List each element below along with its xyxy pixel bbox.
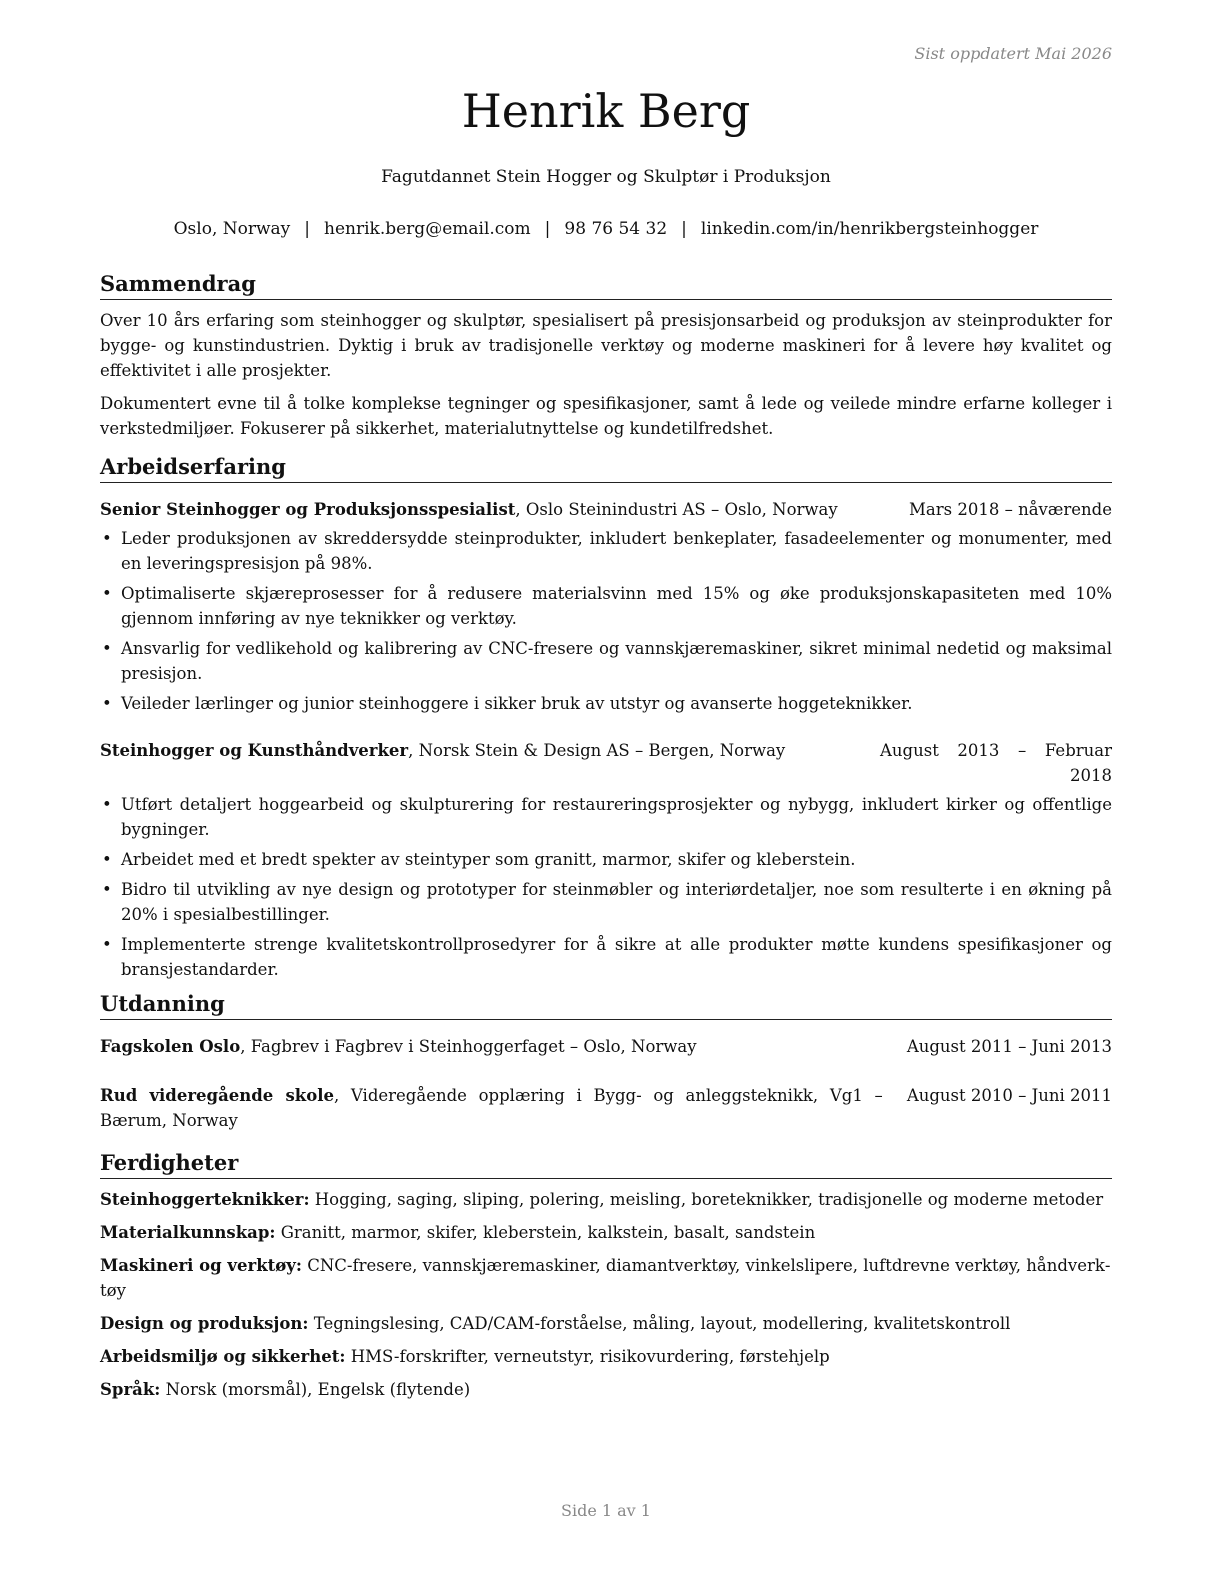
skill-value: Norsk (morsmål), Engelsk (flytende) (160, 1380, 471, 1399)
skill-row (100, 1220, 1112, 1245)
education-school-line (100, 1083, 907, 1133)
summary-section (100, 270, 1112, 441)
contact-separator: | (544, 219, 551, 239)
list-item: • Arbeidet med et bredt spekter av steintyper som granitt, marmor, skifer og kleberstein. (100, 847, 1112, 872)
contact-location: Oslo, Norway (173, 219, 291, 239)
job-dates: Mars 2018 – nåværende (909, 500, 1112, 519)
education-school: Rud videregående skole (100, 1086, 334, 1105)
job-title: Steinhogger og Kunsthåndverker (100, 741, 409, 760)
skill-row (100, 1344, 1112, 1369)
contact-email[interactable]: henrik.berg@email.com (324, 219, 531, 239)
headline: Fagutdannet Stein Hogger og Skulptør i Produksjon (381, 167, 831, 187)
summary-paragraph: Over 10 års erfaring som steinhogger og skulptør, spesialisert på presisjonsarbeid og produksjon av steinprodukter for bygge- og kunstindustrien. Dyktig i bruk av tradisjonelle verktøy og moderne maskineri for å levere høy kvalitet og effektivitet i alle prosjekter. (100, 311, 1112, 380)
section-heading-skills: Ferdigheter (100, 1149, 1112, 1179)
list-item: • Veileder lærlinger og junior steinhoggere i sikker bruk av utstyr og avanserte hoggeteknikker. (100, 691, 1112, 716)
section-heading-education: Utdanning (100, 990, 1112, 1020)
job-entry (100, 497, 1112, 716)
skill-label: Design og produksjon: (100, 1314, 309, 1333)
skill-row (100, 1253, 1112, 1303)
experience-section (100, 453, 1112, 982)
last-updated: Sist oppdatert Mai 2026 (914, 44, 1112, 63)
education-section (100, 990, 1112, 1133)
skill-label: Materialkunnskap: (100, 1223, 276, 1242)
contact-phone: 98 76 54 32 (564, 219, 668, 239)
candidate-name: Henrik Berg (461, 84, 751, 138)
education-school: Fagskolen Oslo (100, 1037, 241, 1056)
job-bullets (100, 792, 1112, 982)
resume-page (100, 0, 1112, 1584)
job-employer: , Norsk Stein & Design AS – Bergen, Norway (408, 741, 786, 760)
list-item: • Ansvarlig for vedlikehold og kalibrering av CNC-fresere og vannskjæremaskiner, sikret minimal nedetid og maksimal presisjon. (100, 636, 1112, 686)
contact-line (100, 219, 1112, 239)
education-program: , Videregående opplæring i Bygg- og anleggsteknikk, Vg1 – Bærum, Norway (100, 1086, 883, 1130)
job-header (100, 497, 1112, 522)
job-entry (100, 738, 1112, 982)
education-entry (100, 1083, 1112, 1133)
page-number: Side 1 av 1 (561, 1501, 651, 1520)
job-header (100, 738, 1112, 788)
skill-label: Språk: (100, 1380, 161, 1399)
list-item: • Utført detaljert hoggearbeid og skulpturering for restaureringsprosjekter og nybygg, inkludert kirker og offentlige bygninger. (100, 792, 1112, 842)
education-entry (100, 1034, 1112, 1059)
job-title: Senior Steinhogger og Produksjonsspesialist (100, 500, 516, 519)
job-employer: , Oslo Steinindustri AS – Oslo, Norway (515, 500, 838, 519)
skill-value: Hogging, saging, sliping, polering, meisling, boreteknikker, tradisjonelle og moderne metoder (309, 1190, 1104, 1209)
skill-row (100, 1377, 1112, 1402)
skill-value: CNC-fresere, vannskjæremaskiner, diamantverktøy, vinkelslipere, luftdrevne verktøy, håndverktøy (100, 1256, 1111, 1300)
contact-separator: | (304, 219, 311, 239)
skill-value: HMS-forskrifter, verneutstyr, risikovurdering, førstehjelp (345, 1347, 830, 1366)
education-dates: August 2010 – Juni 2011 (906, 1086, 1112, 1105)
list-item: • Bidro til utvikling av nye design og prototyper for steinmøbler og interiørdetaljer, noe som resulterte i en økning på 20% i spesialbestillinger. (100, 877, 1112, 927)
skills-section (100, 1149, 1112, 1402)
skill-label: Steinhoggerteknikker: (100, 1190, 310, 1209)
education-program: , Fagbrev i Fagbrev i Steinhoggerfaget – Oslo, Norway (240, 1037, 697, 1056)
section-heading-experience: Arbeidserfaring (100, 453, 1112, 483)
resume-content (100, 270, 1112, 1402)
job-bullets (100, 526, 1112, 716)
job-title-line (100, 738, 880, 763)
list-item: • Implementerte strenge kvalitetskontrollprosedyrer for å sikre at alle produkter møtte kundens spesifikasjoner og bransjestandarder. (100, 932, 1112, 982)
skill-label: Maskineri og verktøy: (100, 1256, 302, 1275)
skill-label: Arbeidsmiljø og sikkerhet: (100, 1347, 346, 1366)
summary-paragraph: Dokumentert evne til å tolke komplekse tegninger og spesifikasjoner, samt å lede og veilede mindre erfarne kolleger i verkstedmiljøer. Fokuserer på sikkerhet, materialutnyttelse og kundetilfredshet. (100, 394, 1112, 438)
skill-value: Tegningslesing, CAD/CAM-forståelse, måling, layout, modellering, kvalitetskontroll (308, 1314, 1011, 1333)
skill-row (100, 1187, 1112, 1212)
skill-value: Granitt, marmor, skifer, kleberstein, kalkstein, basalt, sandstein (275, 1223, 816, 1242)
skill-row (100, 1311, 1112, 1336)
job-title-line (100, 497, 909, 522)
job-dates: August 2013 – Februar 2018 (880, 741, 1112, 785)
list-item: • Optimaliserte skjæreprosesser for å redusere materialsvinn med 15% og øke produksjonskapasiteten med 10% gjennom innføring av nye teknikker og verktøy. (100, 581, 1112, 631)
contact-separator: | (681, 219, 687, 239)
education-dates: August 2011 – Juni 2013 (906, 1037, 1112, 1056)
section-heading-summary: Sammendrag (100, 270, 1112, 300)
education-school-line (100, 1034, 907, 1059)
list-item: • Leder produksjonen av skreddersydde steinprodukter, inkludert benkeplater, fasadeelementer og monumenter, med en leveringspresisjon på 98%. (100, 526, 1112, 576)
contact-linkedin[interactable]: linkedin.com/in/henrikbergsteinhogger (700, 219, 1039, 239)
